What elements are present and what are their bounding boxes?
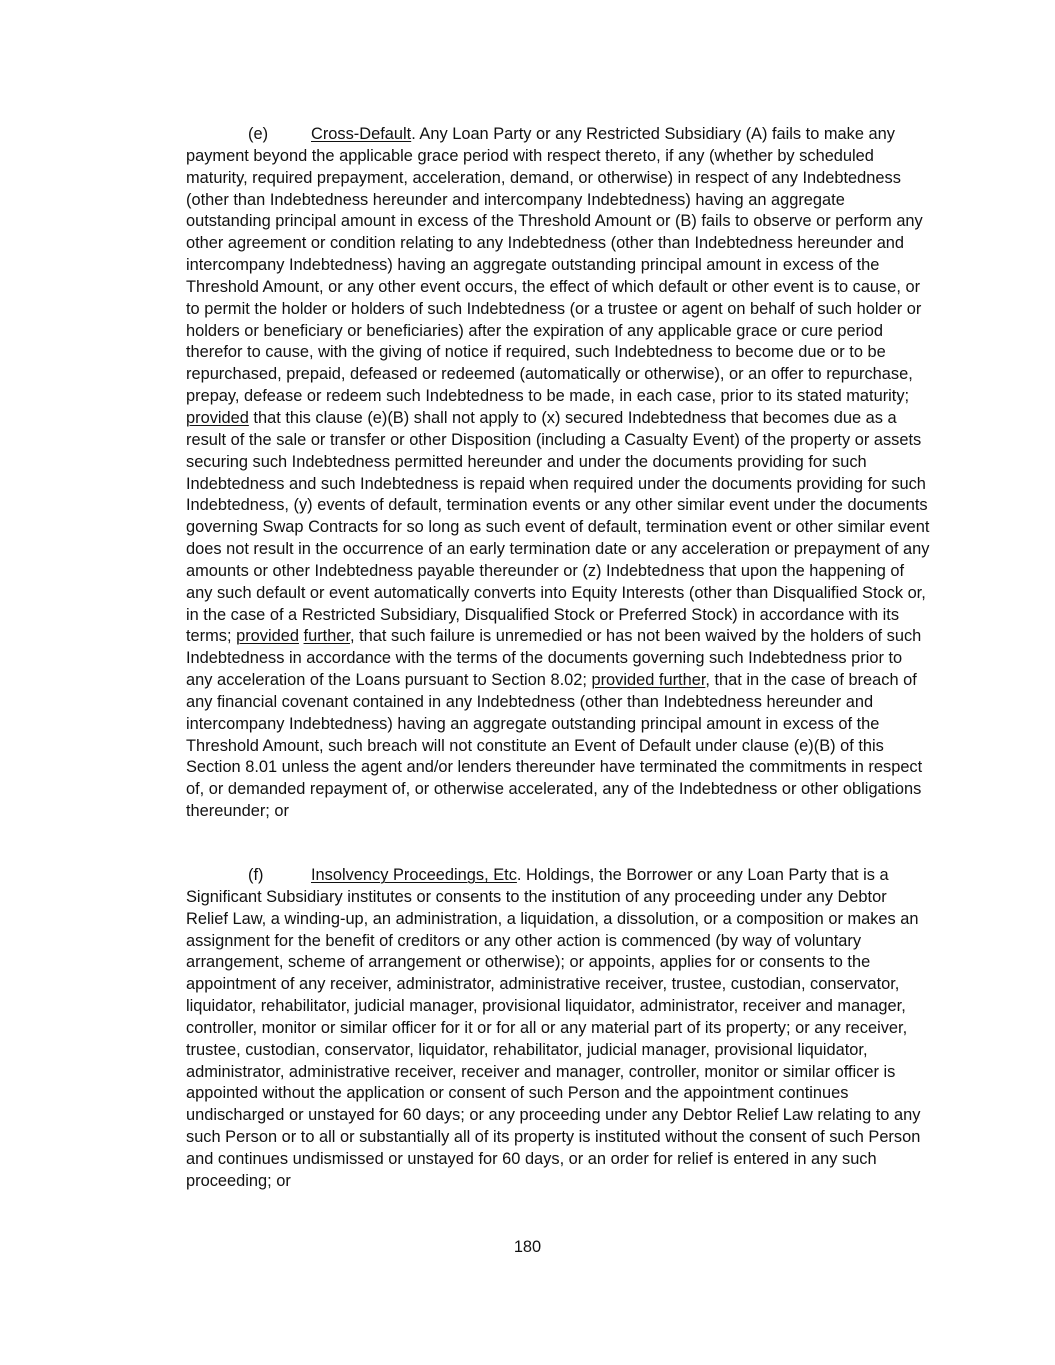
- section-e-text: Any Loan Party or any Restricted Subsidiary (A) fails to make any payment beyond the applicable grace period with respect thereto, if any (whether by scheduled maturity, required prepayment, acceleration, demand, or otherwise) in respect of any Indebtedness (other than Indebtedness hereunder and intercompany Indebtedness) having an aggregate outstanding principal amount in excess of the Threshold Amount or (B) fails to observe or perform any other agreement or condition relating to any Indebtedness (other than Indebtedness hereunder and intercompany Indebtedness) having an aggregate outstanding principal amount in excess of the Threshold Amount, or any other event occurs, the effect of which default or other event is to cause, or to permit the holder or holders of such Indebtedness (or a trustee or agent on behalf of such holder or holders or beneficiary or beneficiaries) after the expiration of any applicable grace or cure period therefor to cause, with the giving of notice if required, such Indebtedness to become due or to be repurchased, prepaid, defeased or redeemed (automatically or otherwise), or an offer to repurchase, prepay, defease or redeem such Indebtedness to be made, in each case, prior to its stated maturity;: [186, 125, 923, 406]
- section-e-text: , that such failure is unremedied or has not been waived by the holders of such Indebtedness in accordance with the terms of the documents governing such Indebtedness prior to any acceleration of the Loans pursuant to Section 8.02;: [186, 627, 922, 690]
- section-e-further: further: [303, 627, 350, 646]
- section-e-heading: Cross-Default: [311, 125, 412, 143]
- section-f-heading: Insolvency Proceedings, Etc: [311, 866, 517, 884]
- section-f-number: (f): [248, 866, 264, 884]
- page-number: 180: [513, 1238, 542, 1256]
- section-e-number: (e): [248, 125, 269, 143]
- section-e-text: , that in the case of breach of any financial covenant contained in any Indebtedness (other than Indebtedness hereunder and intercompany Indebtedness) having an aggregate outstanding principal amount in excess of the Threshold Amount, such breach will not constitute an Event of Default under clause (e)(B) of this Section 8.01 unless the agent and/or lenders thereunder have terminated the commitments in respect of, or demanded repayment of, or otherwise accelerated, any of the Indebtedness or other obligations thereunder; or: [186, 671, 923, 821]
- section-e-paragraph: (e) Cross-Default. Any Loan Party or any Restricted Subsidiary (A) fails to make any payment beyond the applicable grace period with respect thereto, if any (whether by scheduled maturity, required prepayment, acceleration, demand, or otherwise) in respect of any Indebtedness (other than Indebtedness hereunder and intercompany Indebtedness) having an aggregate outstanding principal amount in excess of the Threshold Amount or (B) fails to observe or perform any other agreement or condition relating to any Indebtedness (other than Indebtedness hereunder and intercompany Indebtedness) having an aggregate outstanding principal amount in excess of the Threshold Amount, or any other event occurs, the effect of which default or other event is to cause, or to permit the holder or holders of such Indebtedness (or a trustee or agent on behalf of such holder or holders or beneficiary or beneficiaries) after the expiration of any applicable grace or cure period therefor to cause, with the giving of notice if required, such Indebtedness to become due or to be repurchased, prepaid, defeased or redeemed (automatically or otherwise), or an offer to repurchase, prepay, defease or redeem such Indebtedness to be made, in each case, prior to its stated maturity; provided that this clause (e)(B) shall not apply to (x) secured Indebtedness that becomes due as a result of the sale or transfer or other Disposition (including a Casualty Event) of the property or assets securing such Indebtedness permitted hereunder and under the documents providing for such Indebtedness and such Indebtedness is repaid when required under the documents providing for such Indebtedness, (y) events of default, termination events or any other similar event under the documents governing Swap Contracts for so long as such event of default, termination event or other similar event does not result in the occurrence of an early termination date or any acceleration or prepayment of any amounts or other Indebtedness payable thereunder or (z) Indebtedness that upon the happening of any such default or event automatically converts into Equity Interests (other than Disqualified Stock or, in the case of a Restricted Subsidiary, Disqualified Stock or Preferred Stock) in accordance with its terms; provided further, that such failure is unremedied or has not been waived by the holders of such Indebtedness in accordance with the terms of the documents governing such Indebtedness prior to any acceleration of the Loans pursuant to Section 8.02; provided further, that in the case of breach of any financial covenant contained in any Indebtedness (other than Indebtedness hereunder and intercompany Indebtedness) having an aggregate outstanding principal amount in excess of the Threshold Amount, such breach will not constitute an Event of Default under clause (e)(B) of this Section 8.01 unless the agent and/or lenders thereunder have terminated the commitments in respect of, or demanded repayment of, or otherwise accelerated, any of the Indebtedness or other obligations thereunder; or: [186, 125, 930, 821]
- section-e-provided-1: provided: [186, 408, 249, 427]
- section-f-paragraph: (f) Insolvency Proceedings, Etc. Holdings, the Borrower or any Loan Party that is a Significant Subsidiary institutes or consents to the institution of any proceeding under any Debtor Relief Law, a winding-up, an administration, a liquidation, a dissolution, or a composition or makes an assignment for the benefit of creditors or any other action is commenced (by way of voluntary arrangement, scheme of arrangement or otherwise); or appoints, applies for or consents to the appointment of any receiver, administrator, administrative receiver, trustee, custodian, conservator, liquidator, rehabilitator, judicial manager, provisional liquidator, administrator, receiver and manager, controller, monitor or similar officer for it or for all or any material part of its property; or any receiver, trustee, custodian, conservator, liquidator, rehabilitator, judicial manager, provisional liquidator, administrator, administrative receiver, receiver and manager, controller, monitor or similar officer is appointed without the application or consent of such Person and the appointment continues undischarged or unstayed for 60 days; or any proceeding under any Debtor Relief Law relating to any such Person or to all or substantially all of its property is instituted without the consent of such Person and continues undismissed or unstayed for 60 days, or an order for relief is entered in any such proceeding; or: [186, 866, 921, 1190]
- section-e-provided-2: provided: [236, 627, 299, 646]
- section-f-text: Holdings, the Borrower or any Loan Party that is a Significant Subsidiary institutes or consents to the institution of any proceeding under any Debtor Relief Law, a winding-up, an administration, a liquidation, a dissolution, or a composition or makes an assignment for the benefit of creditors or any other action is commenced (by way of voluntary arrangement, scheme of arrangement or otherwise); or appoints, applies for or consents to the appointment of any receiver, administrator, administrative receiver, trustee, custodian, conservator, liquidator, rehabilitator, judicial manager, provisional liquidator, administrator, receiver and manager, controller, monitor or similar officer for it or for all or any material part of its property; or any receiver, trustee, custodian, conservator, liquidator, rehabilitator, judicial manager, provisional liquidator, administrator, administrative receiver, receiver and manager, controller, monitor or similar officer is appointed without the application or consent of such Person and the appointment continues undischarged or unstayed for 60 days; or any proceeding under any Debtor Relief Law relating to any such Person or to all or substantially all of its property is instituted without the consent of such Person and continues undismissed or unstayed for 60 days, or an order for relief is entered in any such proceeding; or: [186, 866, 921, 1190]
- section-e-provided-further: provided further: [591, 671, 706, 690]
- section-e-text: that this clause (e)(B) shall not apply to (x) secured Indebtedness that becomes due as a result of the sale or transfer or other Disposition (including a Casualty Event) of the property or assets securing such Indebtedness permitted hereunder and under the documents providing for such Indebtedness and such Indebtedness is repaid when required under the documents providing for such Indebtedness, (y) events of default, termination events or any other similar event under the documents governing Swap Contracts for so long as such event of default, termination event or other similar event does not result in the occurrence of an early termination date or any acceleration or prepayment of any amounts or other Indebtedness payable thereunder or (z) Indebtedness that upon the happening of any such default or event automatically converts into Equity Interests (other than Disqualified Stock or, in the case of a Restricted Subsidiary, Disqualified Stock or Preferred Stock) in accordance with its terms;: [186, 408, 930, 646]
